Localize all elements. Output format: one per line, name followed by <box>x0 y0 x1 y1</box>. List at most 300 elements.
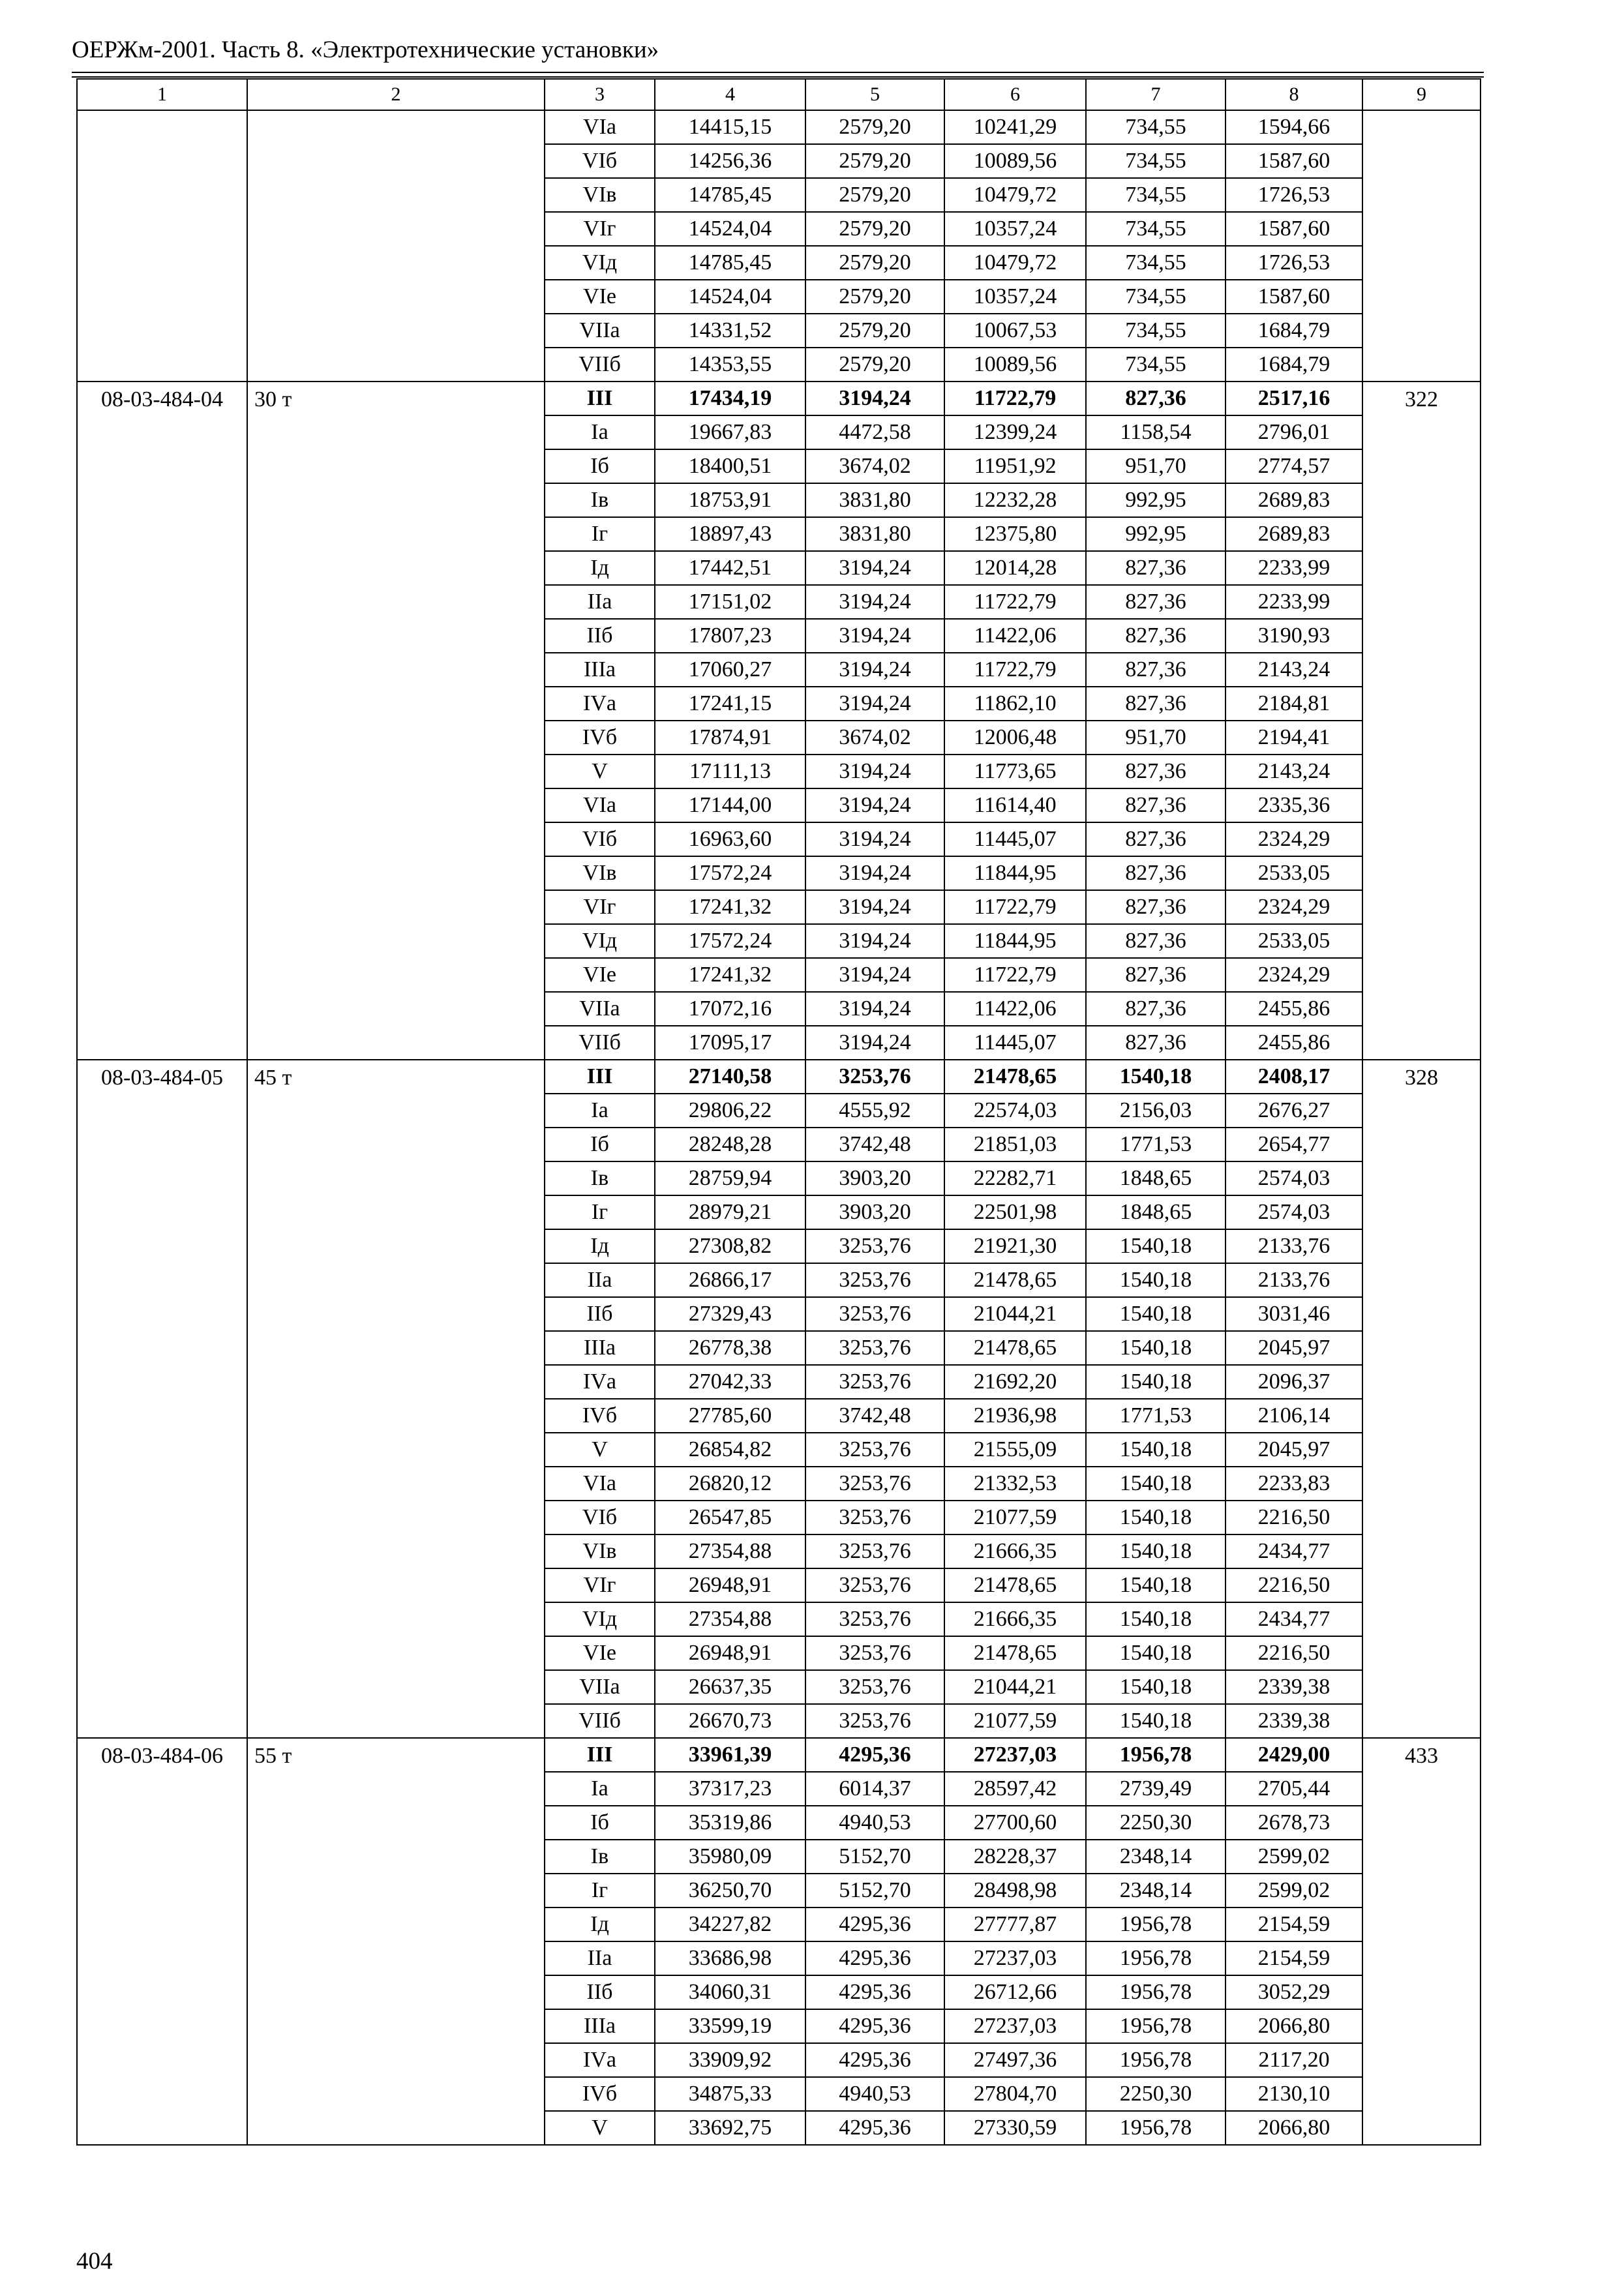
value-cell: 3253,76 <box>805 1060 944 1094</box>
value-cell: 19667,83 <box>655 415 805 449</box>
value-cell: 827,36 <box>1086 890 1226 924</box>
value-cell: 14524,04 <box>655 212 805 246</box>
value-cell: 2654,77 <box>1226 1128 1362 1161</box>
value-cell: 3831,80 <box>805 483 944 517</box>
region-code-cell: Iв <box>545 1161 655 1195</box>
value-cell: 2143,24 <box>1226 653 1362 687</box>
value-cell: 2250,30 <box>1086 1806 1226 1840</box>
value-cell: 3253,76 <box>805 1568 944 1602</box>
value-cell: 1587,60 <box>1226 144 1362 178</box>
value-cell: 27785,60 <box>655 1399 805 1433</box>
region-code-cell: V <box>545 2111 655 2145</box>
column-number: 4 <box>655 79 805 110</box>
value-cell: 18400,51 <box>655 449 805 483</box>
value-cell: 34875,33 <box>655 2077 805 2111</box>
region-code-cell: VIIб <box>545 1704 655 1738</box>
region-code-cell: IIIа <box>545 1331 655 1365</box>
value-cell: 3742,48 <box>805 1128 944 1161</box>
value-cell: 2689,83 <box>1226 517 1362 551</box>
value-cell: 11773,65 <box>944 755 1086 788</box>
value-cell: 1540,18 <box>1086 1331 1226 1365</box>
value-cell: 10357,24 <box>944 212 1086 246</box>
value-cell: 1587,60 <box>1226 280 1362 314</box>
value-cell: 22501,98 <box>944 1195 1086 1229</box>
value-cell: 11614,40 <box>944 788 1086 822</box>
value-cell: 21478,65 <box>944 1060 1086 1094</box>
value-cell: 2455,86 <box>1226 992 1362 1026</box>
value-cell: 37317,23 <box>655 1772 805 1806</box>
page-header-title: ОЕРЖм-2001. Часть 8. «Электротехнические установки» <box>72 37 659 63</box>
value-cell: 12014,28 <box>944 551 1086 585</box>
region-code-cell: VIд <box>545 924 655 958</box>
page-number: 404 <box>76 2248 113 2275</box>
value-cell: 1956,78 <box>1086 2043 1226 2077</box>
value-cell: 14415,15 <box>655 110 805 144</box>
value-cell: 2324,29 <box>1226 822 1362 856</box>
region-code-cell: IIIа <box>545 2009 655 2043</box>
value-cell: 11422,06 <box>944 992 1086 1026</box>
value-cell: 12006,48 <box>944 721 1086 755</box>
value-cell: 3903,20 <box>805 1195 944 1229</box>
value-cell: 3194,24 <box>805 856 944 890</box>
value-cell: 3831,80 <box>805 517 944 551</box>
header-rule-top <box>72 72 1484 73</box>
value-cell: 1848,65 <box>1086 1161 1226 1195</box>
value-cell: 11722,79 <box>944 382 1086 415</box>
value-cell: 16963,60 <box>655 822 805 856</box>
value-cell: 2106,14 <box>1226 1399 1362 1433</box>
value-cell: 4295,36 <box>805 1941 944 1975</box>
value-cell: 2774,57 <box>1226 449 1362 483</box>
value-cell: 3253,76 <box>805 1501 944 1534</box>
value-cell: 3190,93 <box>1226 619 1362 653</box>
value-cell: 26547,85 <box>655 1501 805 1534</box>
value-cell: 734,55 <box>1086 212 1226 246</box>
value-cell: 827,36 <box>1086 924 1226 958</box>
value-cell: 26637,35 <box>655 1670 805 1704</box>
value-cell: 21936,98 <box>944 1399 1086 1433</box>
value-cell: 27497,36 <box>944 2043 1086 2077</box>
value-cell: 2154,59 <box>1226 1908 1362 1941</box>
value-cell: 33692,75 <box>655 2111 805 2145</box>
region-code-cell: Iг <box>545 1195 655 1229</box>
value-cell: 734,55 <box>1086 110 1226 144</box>
region-code-cell: IIб <box>545 619 655 653</box>
region-code-cell: IVб <box>545 721 655 755</box>
value-cell: 2574,03 <box>1226 1161 1362 1195</box>
region-code-cell: IVа <box>545 2043 655 2077</box>
value-cell: 1956,78 <box>1086 1738 1226 1772</box>
value-cell: 2574,03 <box>1226 1195 1362 1229</box>
value-cell: 14331,52 <box>655 314 805 348</box>
value-cell: 2678,73 <box>1226 1806 1362 1840</box>
price-table <box>76 78 1481 2146</box>
value-cell: 3253,76 <box>805 1297 944 1331</box>
region-code-cell: VIIа <box>545 314 655 348</box>
value-cell: 734,55 <box>1086 144 1226 178</box>
value-cell: 17060,27 <box>655 653 805 687</box>
value-cell: 3903,20 <box>805 1161 944 1195</box>
value-cell: 2339,38 <box>1226 1704 1362 1738</box>
value-cell: 951,70 <box>1086 449 1226 483</box>
value-cell: 3194,24 <box>805 585 944 619</box>
value-cell: 17572,24 <box>655 924 805 958</box>
value-cell: 827,36 <box>1086 551 1226 585</box>
value-cell: 1540,18 <box>1086 1229 1226 1263</box>
value-cell: 2117,20 <box>1226 2043 1362 2077</box>
region-code-cell: VIб <box>545 822 655 856</box>
value-cell: 2216,50 <box>1226 1568 1362 1602</box>
value-cell: 26820,12 <box>655 1467 805 1501</box>
value-cell: 26712,66 <box>944 1975 1086 2009</box>
value-cell: 2184,81 <box>1226 687 1362 721</box>
value-cell: 27140,58 <box>655 1060 805 1094</box>
value-cell: 4295,36 <box>805 2009 944 2043</box>
region-code-cell: Iб <box>545 449 655 483</box>
value-cell: 3253,76 <box>805 1704 944 1738</box>
region-code-cell: VIе <box>545 958 655 992</box>
value-cell: 2739,49 <box>1086 1772 1226 1806</box>
value-cell: 26866,17 <box>655 1263 805 1297</box>
value-cell: 827,36 <box>1086 992 1226 1026</box>
value-cell: 14785,45 <box>655 246 805 280</box>
value-cell: 1587,60 <box>1226 212 1362 246</box>
column-number: 3 <box>545 79 655 110</box>
value-cell: 951,70 <box>1086 721 1226 755</box>
region-code-cell: Iд <box>545 1229 655 1263</box>
column-number-row <box>77 79 1481 110</box>
value-cell: 21666,35 <box>944 1534 1086 1568</box>
value-cell: 27042,33 <box>655 1365 805 1399</box>
value-cell: 22574,03 <box>944 1094 1086 1128</box>
value-cell: 10357,24 <box>944 280 1086 314</box>
value-cell: 2324,29 <box>1226 890 1362 924</box>
region-code-cell: VIIа <box>545 992 655 1026</box>
value-cell: 1540,18 <box>1086 1365 1226 1399</box>
col9-cell: 433 <box>1362 1738 1481 2145</box>
value-cell: 3052,29 <box>1226 1975 1362 2009</box>
value-cell: 35319,86 <box>655 1806 805 1840</box>
value-cell: 5152,70 <box>805 1874 944 1908</box>
value-cell: 33686,98 <box>655 1941 805 1975</box>
value-cell: 17241,32 <box>655 958 805 992</box>
value-cell: 21478,65 <box>944 1568 1086 1602</box>
region-code-cell: VIв <box>545 178 655 212</box>
value-cell: 734,55 <box>1086 314 1226 348</box>
value-cell: 36250,70 <box>655 1874 805 1908</box>
value-cell: 2216,50 <box>1226 1501 1362 1534</box>
region-code-cell: VIг <box>545 1568 655 1602</box>
value-cell: 11862,10 <box>944 687 1086 721</box>
value-cell: 29806,22 <box>655 1094 805 1128</box>
value-cell: 3194,24 <box>805 924 944 958</box>
region-code-cell: V <box>545 1433 655 1467</box>
value-cell: 11445,07 <box>944 822 1086 856</box>
value-cell: 3253,76 <box>805 1365 944 1399</box>
region-code-cell: Iа <box>545 1772 655 1806</box>
region-code-cell: IVа <box>545 687 655 721</box>
value-cell: 734,55 <box>1086 178 1226 212</box>
value-cell: 3253,76 <box>805 1670 944 1704</box>
value-cell: 2579,20 <box>805 314 944 348</box>
value-cell: 3194,24 <box>805 890 944 924</box>
region-code-cell: IIа <box>545 585 655 619</box>
column-number: 5 <box>805 79 944 110</box>
value-cell: 21077,59 <box>944 1704 1086 1738</box>
region-code-cell: IIа <box>545 1941 655 1975</box>
value-cell: 2579,20 <box>805 246 944 280</box>
region-code-cell: Iг <box>545 1874 655 1908</box>
value-cell: 27329,43 <box>655 1297 805 1331</box>
region-code-cell: IIб <box>545 1975 655 2009</box>
value-cell: 10067,53 <box>944 314 1086 348</box>
value-cell: 2533,05 <box>1226 856 1362 890</box>
region-code-cell: Iа <box>545 1094 655 1128</box>
region-code-cell: VIа <box>545 788 655 822</box>
value-cell: 2233,83 <box>1226 1467 1362 1501</box>
value-cell: 3194,24 <box>805 958 944 992</box>
region-code-cell: Iв <box>545 483 655 517</box>
region-code-cell: III <box>545 382 655 415</box>
value-cell: 17434,19 <box>655 382 805 415</box>
value-cell: 4940,53 <box>805 1806 944 1840</box>
value-cell: 21692,20 <box>944 1365 1086 1399</box>
column-number: 2 <box>247 79 545 110</box>
column-number: 1 <box>77 79 247 110</box>
value-cell: 33599,19 <box>655 2009 805 2043</box>
value-cell: 3194,24 <box>805 1026 944 1060</box>
value-cell: 28597,42 <box>944 1772 1086 1806</box>
value-cell: 1540,18 <box>1086 1467 1226 1501</box>
value-cell: 2579,20 <box>805 280 944 314</box>
value-cell: 2796,01 <box>1226 415 1362 449</box>
value-cell: 10089,56 <box>944 144 1086 178</box>
region-code-cell: Iа <box>545 415 655 449</box>
value-cell: 6014,37 <box>805 1772 944 1806</box>
value-cell: 21478,65 <box>944 1331 1086 1365</box>
value-cell: 1540,18 <box>1086 1433 1226 1467</box>
value-cell: 1158,54 <box>1086 415 1226 449</box>
value-cell: 17807,23 <box>655 619 805 653</box>
col9-cell: 328 <box>1362 1060 1481 1738</box>
value-cell: 21478,65 <box>944 1263 1086 1297</box>
value-cell: 827,36 <box>1086 653 1226 687</box>
value-cell: 10241,29 <box>944 110 1086 144</box>
table-row <box>77 110 1481 144</box>
value-cell: 4295,36 <box>805 2111 944 2145</box>
value-cell: 34060,31 <box>655 1975 805 2009</box>
value-cell: 2348,14 <box>1086 1840 1226 1874</box>
value-cell: 17241,15 <box>655 687 805 721</box>
region-code-cell: VIб <box>545 144 655 178</box>
item-name-cell: 45 т <box>247 1060 545 1738</box>
region-code-cell: Iд <box>545 551 655 585</box>
value-cell: 1726,53 <box>1226 246 1362 280</box>
item-code-cell: 08-03-484-05 <box>77 1060 247 1738</box>
region-code-cell: VIIб <box>545 1026 655 1060</box>
value-cell: 3253,76 <box>805 1602 944 1636</box>
region-code-cell: V <box>545 755 655 788</box>
value-cell: 11445,07 <box>944 1026 1086 1060</box>
value-cell: 992,95 <box>1086 517 1226 551</box>
column-number: 9 <box>1362 79 1481 110</box>
region-code-cell: VIд <box>545 1602 655 1636</box>
value-cell: 3194,24 <box>805 687 944 721</box>
value-cell: 17442,51 <box>655 551 805 585</box>
region-code-cell: Iв <box>545 1840 655 1874</box>
value-cell: 21077,59 <box>944 1501 1086 1534</box>
value-cell: 17072,16 <box>655 992 805 1026</box>
value-cell: 1540,18 <box>1086 1602 1226 1636</box>
value-cell: 827,36 <box>1086 585 1226 619</box>
value-cell: 2533,05 <box>1226 924 1362 958</box>
value-cell: 2455,86 <box>1226 1026 1362 1060</box>
value-cell: 17095,17 <box>655 1026 805 1060</box>
value-cell: 5152,70 <box>805 1840 944 1874</box>
item-name-cell: 55 т <box>247 1738 545 2145</box>
value-cell: 1956,78 <box>1086 1941 1226 1975</box>
region-code-cell: III <box>545 1738 655 1772</box>
value-cell: 11722,79 <box>944 653 1086 687</box>
region-code-cell: VIе <box>545 280 655 314</box>
value-cell: 2233,99 <box>1226 551 1362 585</box>
value-cell: 17572,24 <box>655 856 805 890</box>
value-cell: 2335,36 <box>1226 788 1362 822</box>
value-cell: 10479,72 <box>944 246 1086 280</box>
item-name-cell <box>247 110 545 382</box>
value-cell: 4295,36 <box>805 2043 944 2077</box>
value-cell: 1540,18 <box>1086 1568 1226 1602</box>
value-cell: 3194,24 <box>805 755 944 788</box>
value-cell: 34227,82 <box>655 1908 805 1941</box>
value-cell: 21044,21 <box>944 1297 1086 1331</box>
value-cell: 827,36 <box>1086 958 1226 992</box>
value-cell: 12399,24 <box>944 415 1086 449</box>
value-cell: 10089,56 <box>944 348 1086 382</box>
region-code-cell: VIа <box>545 110 655 144</box>
value-cell: 3253,76 <box>805 1433 944 1467</box>
value-cell: 17874,91 <box>655 721 805 755</box>
value-cell: 827,36 <box>1086 856 1226 890</box>
value-cell: 3194,24 <box>805 619 944 653</box>
value-cell: 2517,16 <box>1226 382 1362 415</box>
region-code-cell: Iд <box>545 1908 655 1941</box>
value-cell: 2429,00 <box>1226 1738 1362 1772</box>
value-cell: 26854,82 <box>655 1433 805 1467</box>
table-row <box>77 1738 1481 1772</box>
value-cell: 4295,36 <box>805 1975 944 2009</box>
value-cell: 1956,78 <box>1086 2009 1226 2043</box>
value-cell: 28228,37 <box>944 1840 1086 1874</box>
region-code-cell: VIв <box>545 1534 655 1568</box>
value-cell: 28248,28 <box>655 1128 805 1161</box>
region-code-cell: Iг <box>545 517 655 551</box>
value-cell: 22282,71 <box>944 1161 1086 1195</box>
value-cell: 1540,18 <box>1086 1534 1226 1568</box>
header-rule-bottom <box>72 76 1484 78</box>
value-cell: 17151,02 <box>655 585 805 619</box>
item-name-cell: 30 т <box>247 382 545 1060</box>
value-cell: 11722,79 <box>944 585 1086 619</box>
value-cell: 1726,53 <box>1226 178 1362 212</box>
value-cell: 12232,28 <box>944 483 1086 517</box>
column-number: 8 <box>1226 79 1362 110</box>
value-cell: 27330,59 <box>944 2111 1086 2145</box>
value-cell: 1684,79 <box>1226 348 1362 382</box>
value-cell: 3194,24 <box>805 653 944 687</box>
value-cell: 3194,24 <box>805 822 944 856</box>
value-cell: 27777,87 <box>944 1908 1086 1941</box>
value-cell: 2133,76 <box>1226 1263 1362 1297</box>
value-cell: 27354,88 <box>655 1534 805 1568</box>
value-cell: 3742,48 <box>805 1399 944 1433</box>
value-cell: 3253,76 <box>805 1534 944 1568</box>
value-cell: 2599,02 <box>1226 1874 1362 1908</box>
value-cell: 27237,03 <box>944 2009 1086 2043</box>
value-cell: 1771,53 <box>1086 1128 1226 1161</box>
value-cell: 4940,53 <box>805 2077 944 2111</box>
column-number: 6 <box>944 79 1086 110</box>
value-cell: 3253,76 <box>805 1467 944 1501</box>
value-cell: 2045,97 <box>1226 1331 1362 1365</box>
value-cell: 2579,20 <box>805 144 944 178</box>
value-cell: 27237,03 <box>944 1941 1086 1975</box>
region-code-cell: III <box>545 1060 655 1094</box>
value-cell: 734,55 <box>1086 280 1226 314</box>
value-cell: 827,36 <box>1086 1026 1226 1060</box>
value-cell: 2434,77 <box>1226 1602 1362 1636</box>
region-code-cell: IVб <box>545 2077 655 2111</box>
value-cell: 21044,21 <box>944 1670 1086 1704</box>
value-cell: 2579,20 <box>805 212 944 246</box>
region-code-cell: VIг <box>545 212 655 246</box>
value-cell: 4555,92 <box>805 1094 944 1128</box>
value-cell: 18753,91 <box>655 483 805 517</box>
value-cell: 2579,20 <box>805 178 944 212</box>
value-cell: 1594,66 <box>1226 110 1362 144</box>
region-code-cell: IVб <box>545 1399 655 1433</box>
value-cell: 11844,95 <box>944 856 1086 890</box>
value-cell: 21478,65 <box>944 1636 1086 1670</box>
value-cell: 26778,38 <box>655 1331 805 1365</box>
value-cell: 27308,82 <box>655 1229 805 1263</box>
value-cell: 2250,30 <box>1086 2077 1226 2111</box>
value-cell: 2579,20 <box>805 110 944 144</box>
value-cell: 27804,70 <box>944 2077 1086 2111</box>
value-cell: 2579,20 <box>805 348 944 382</box>
value-cell: 27237,03 <box>944 1738 1086 1772</box>
value-cell: 2676,27 <box>1226 1094 1362 1128</box>
value-cell: 827,36 <box>1086 382 1226 415</box>
value-cell: 3194,24 <box>805 551 944 585</box>
region-code-cell: VIг <box>545 890 655 924</box>
value-cell: 1956,78 <box>1086 1908 1226 1941</box>
value-cell: 21555,09 <box>944 1433 1086 1467</box>
value-cell: 1540,18 <box>1086 1636 1226 1670</box>
value-cell: 18897,43 <box>655 517 805 551</box>
value-cell: 27700,60 <box>944 1806 1086 1840</box>
value-cell: 17111,13 <box>655 755 805 788</box>
region-code-cell: VIб <box>545 1501 655 1534</box>
value-cell: 2096,37 <box>1226 1365 1362 1399</box>
value-cell: 2408,17 <box>1226 1060 1362 1094</box>
region-code-cell: IIа <box>545 1263 655 1297</box>
value-cell: 3194,24 <box>805 992 944 1026</box>
value-cell: 21921,30 <box>944 1229 1086 1263</box>
region-code-cell: VIа <box>545 1467 655 1501</box>
region-code-cell: IIб <box>545 1297 655 1331</box>
value-cell: 11844,95 <box>944 924 1086 958</box>
